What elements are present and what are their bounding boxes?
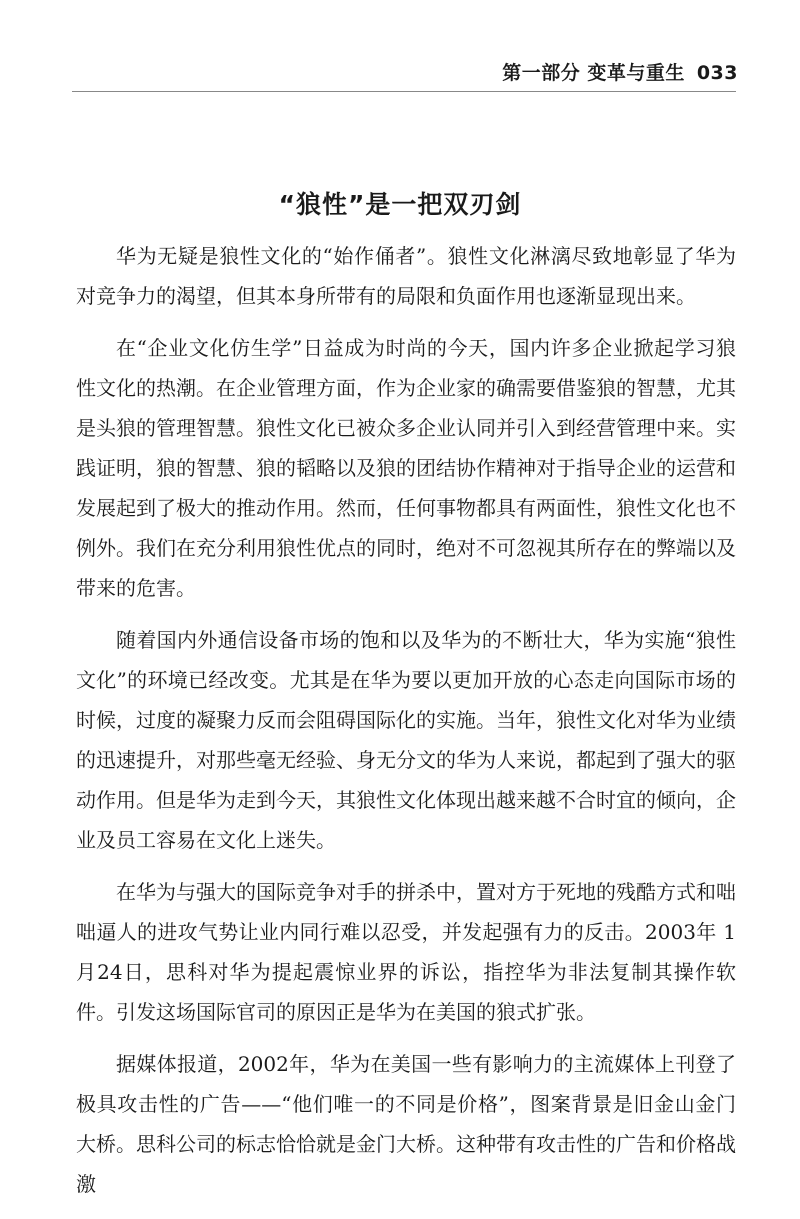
paragraph: 在“企业文化仿生学”日益成为时尚的今天，国内许多企业掀起学习狼性文化的热潮。在企业管理方面，作为企业家的确需要借鉴狼的智慧，尤其是头狼的管理智慧。狼性文化已被众多企业认同并引入到经营管理中来。实践证明，狼的智慧、狼的韬略以及狼的团结协作精神对于指导企业的运营和发展起到了极大的推动作用。然而，任何事物都具有两面性，狼性文化也不例外。我们在充分利用狼性优点的同时，绝对不可忽视其所存在的弊端以及带来的危害。: [76, 336, 736, 600]
paragraph: 在华为与强大的国际竞争对手的拼杀中，置对方于死地的残酷方式和咄咄逼人的进攻气势让业内同行难以忍受，并发起强有力的反击。2003年 1 月24日，思科对华为提起震惊业界的诉讼，指控华为非法复制其操作软件。引发这场国际官司的原因正是华为在美国的狼式扩张。: [76, 880, 736, 1024]
paragraph: 随着国内外通信设备市场的饱和以及华为的不断壮大，华为实施“狼性文化”的环境已经改变。尤其是在华为要以更加开放的心态走向国际市场的时候，过度的凝聚力反而会阻碍国际化的实施。当年，狼性文化对华为业绩的迅速提升，对那些毫无经验、身无分文的华为人来说，都起到了强大的驱动作用。但是华为走到今天，其狼性文化体现出越来越不合时宜的倾向，企业及员工容易在文化上迷失。: [76, 628, 736, 852]
header-rule: [72, 91, 736, 92]
paragraph: 华为无疑是狼性文化的“始作俑者”。狼性文化淋漓尽致地彰显了华为对竞争力的渴望，但其本身所带有的局限和负面作用也逐渐显现出来。: [76, 244, 736, 308]
running-header: [502, 58, 738, 85]
running-header-section: 第一部分 变革与重生: [502, 62, 685, 84]
body-text: [76, 236, 736, 1216]
section-title: “狼性”是一把双刃剑: [278, 189, 522, 219]
page-number: 033: [696, 62, 738, 84]
paragraph: 据媒体报道，2002年，华为在美国一些有影响力的主流媒体上刊登了极具攻击性的广告——“他们唯一的不同是价格”，图案背景是旧金山金门大桥。思科公司的标志恰恰就是金门大桥。这种带有攻击性的广告和价格战激: [76, 1052, 736, 1196]
